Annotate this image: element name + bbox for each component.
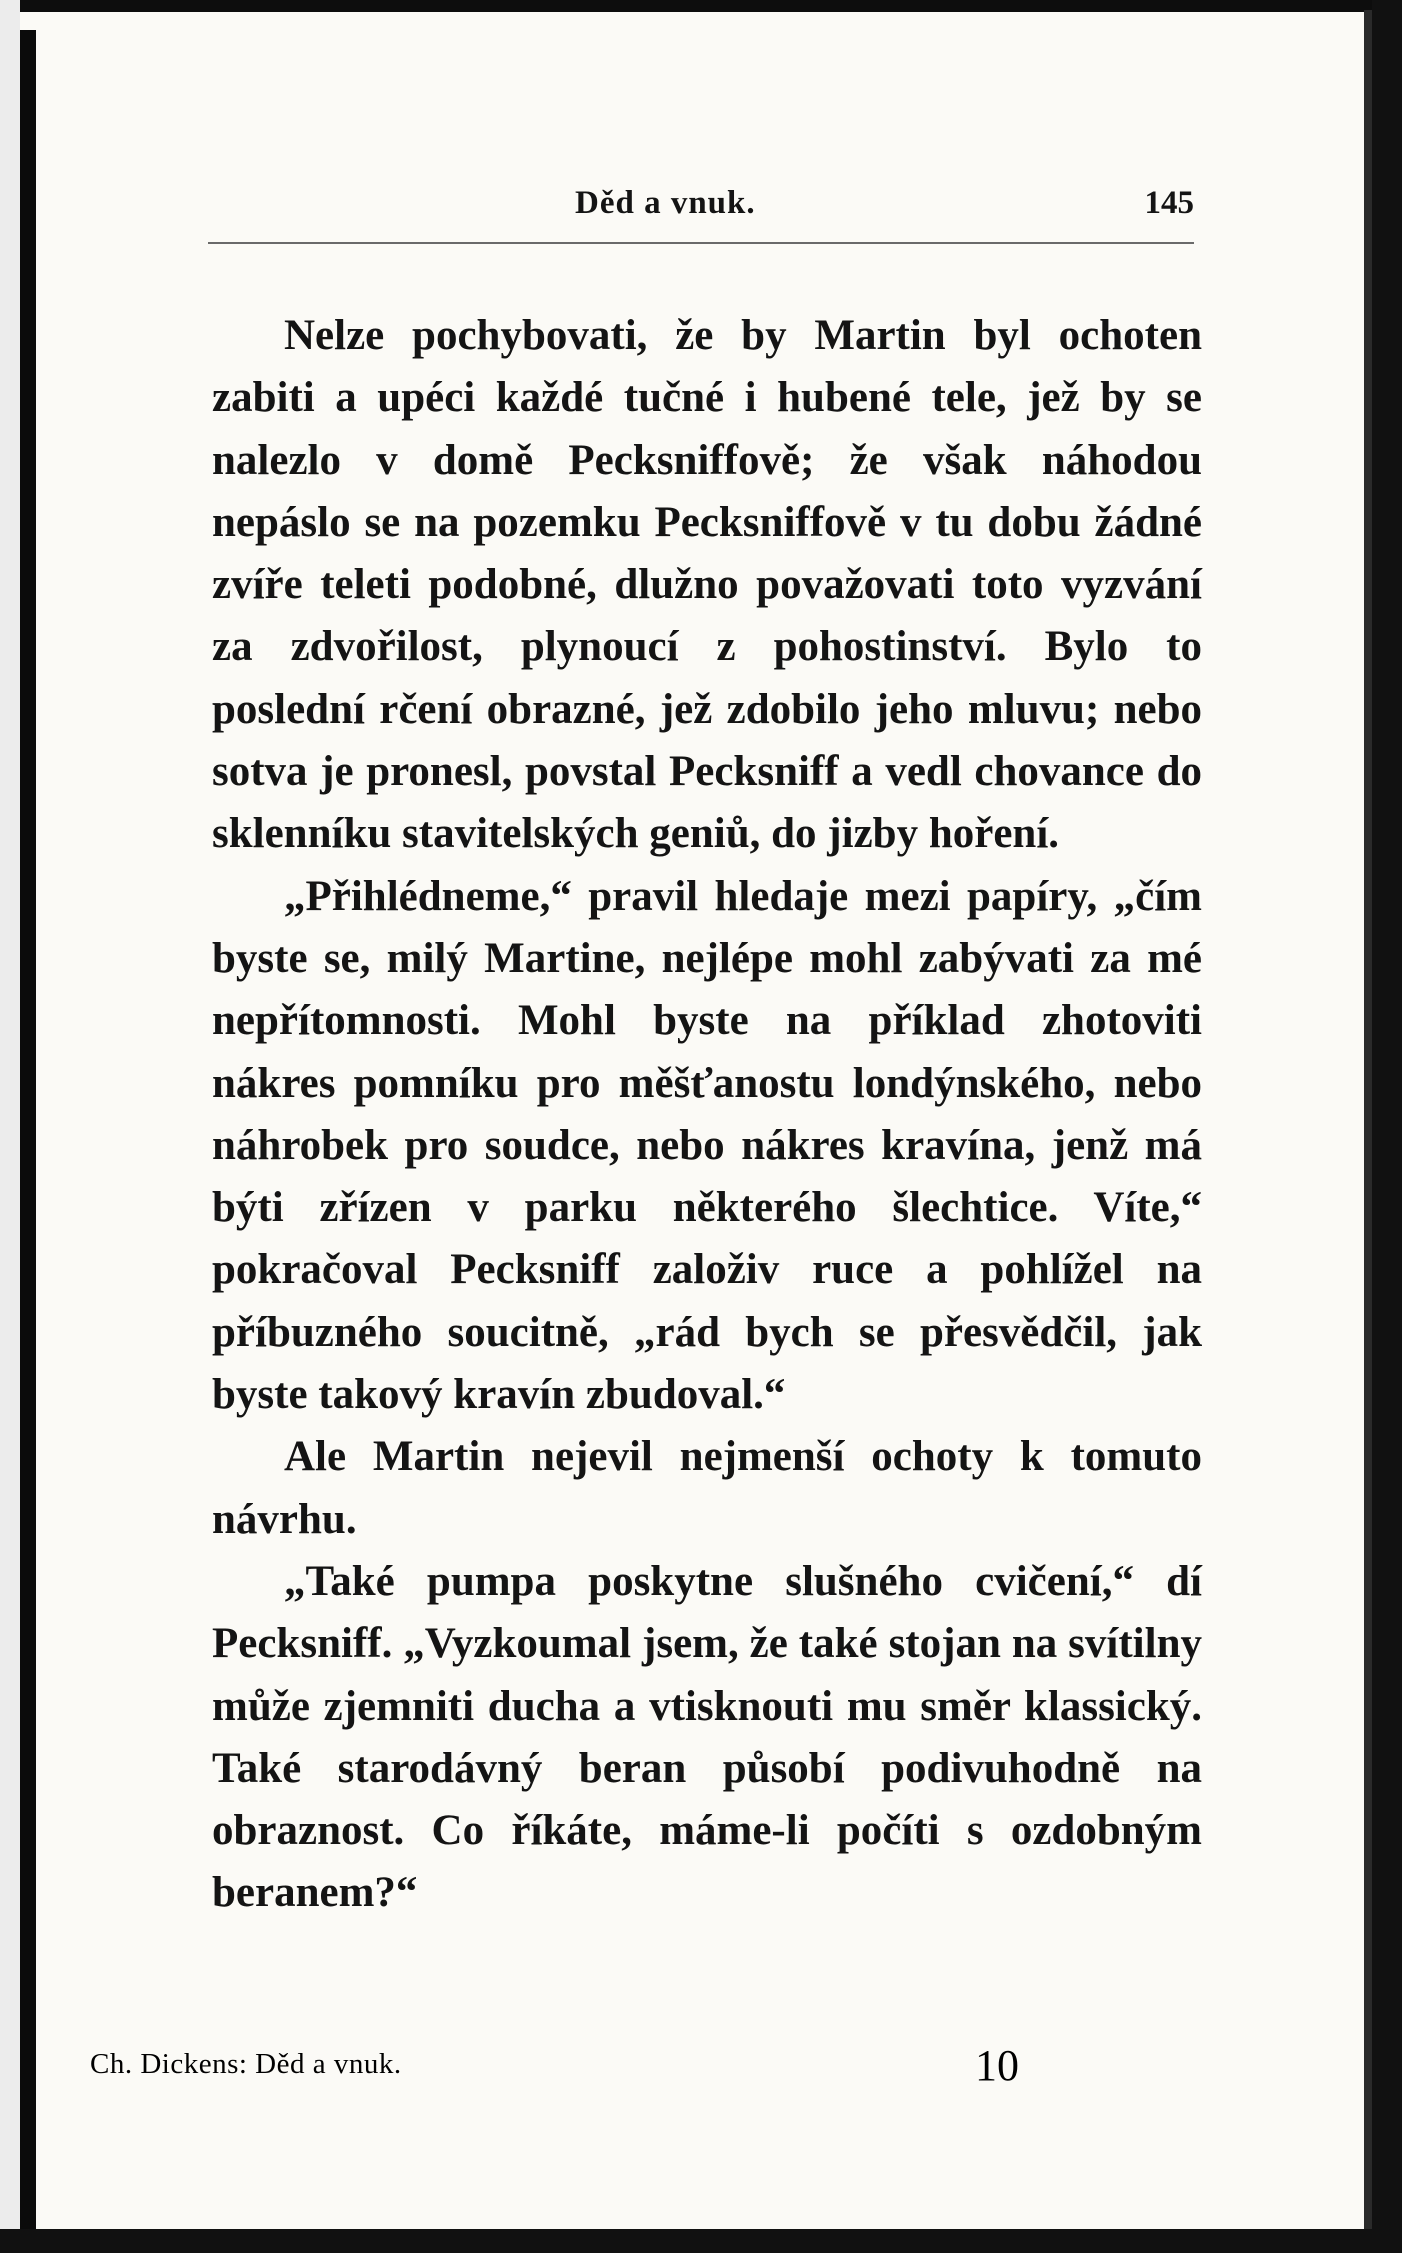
book-page <box>200 170 1202 1917</box>
paragraph-4: „Také pumpa poskytne slušného cvičení,“ dí Pecksniff. „Vyzkoumal jsem, že také stojan na svítilny může zjemniti ducha a vtisknouti mu směr klassický. Také starodávný beran působí podivuhodně na obraznost. Co říkáte, máme-li počíti s ozdobným beranem?“ <box>212 1557 1202 1917</box>
paragraph-1: Nelze pochybovati, že by Martin byl ochoten zabiti a upéci každé tučné i hubené tele, jež by se nalezlo v domě Pecksniffově; že však náhodou nepáslo se na pozemku Pecksniffově v tu dobu žádné zvíře teleti podobné, dlužno považovati toto vyzvání za zdvořilost, plynoucí z pohostinství. Bylo to poslední rčení obrazné, jež zdobilo jeho mluvu; nebo sotva je pronesl, povstal Pecksniff a vedl chovance do sklenníku stavitelských geniů, do jizby hoření. <box>212 312 1202 858</box>
sheet-number: 10 <box>975 2041 1019 2090</box>
page-number: 145 <box>1144 185 1194 221</box>
running-head <box>200 170 1202 230</box>
scan-edge-right <box>1372 0 1402 2253</box>
signature-line: Ch. Dickens: Děd a vnuk. <box>90 2048 402 2080</box>
paragraph-2: „Přihlédneme,“ pravil hledaje mezi papíry, „čím byste se, milý Martine, nejlépe mohl zabývati za mé nepřítomnosti. Mohl byste na příklad zhotoviti nákres pomníku pro měšťanostu londýnského, nebo náhrobek pro soudce, nebo nákres kravína, jenž má býti zřízen v parku některého šlechtice. Víte,“ pokračoval Pecksniff založiv ruce a pohlížel na příbuzného soucitně, „rád bych se přesvědčil, jak byste takový kravín zbudoval.“ <box>212 872 1202 1419</box>
paragraph-3: Ale Martin nejevil nejmenší ochoty k tomuto návrhu. <box>212 1433 1202 1543</box>
running-title: Děd a vnuk. <box>575 185 756 221</box>
scan-edge-left-light <box>0 0 20 2253</box>
body-text <box>212 305 1202 1925</box>
header-rule <box>208 242 1194 244</box>
scan-edge-left <box>20 30 36 2253</box>
scan-edge-right-inner <box>1364 10 1372 2253</box>
page-footer <box>90 2040 1100 2100</box>
scan-edge-bottom <box>0 2229 1402 2253</box>
scan-edge-top <box>0 0 1402 12</box>
